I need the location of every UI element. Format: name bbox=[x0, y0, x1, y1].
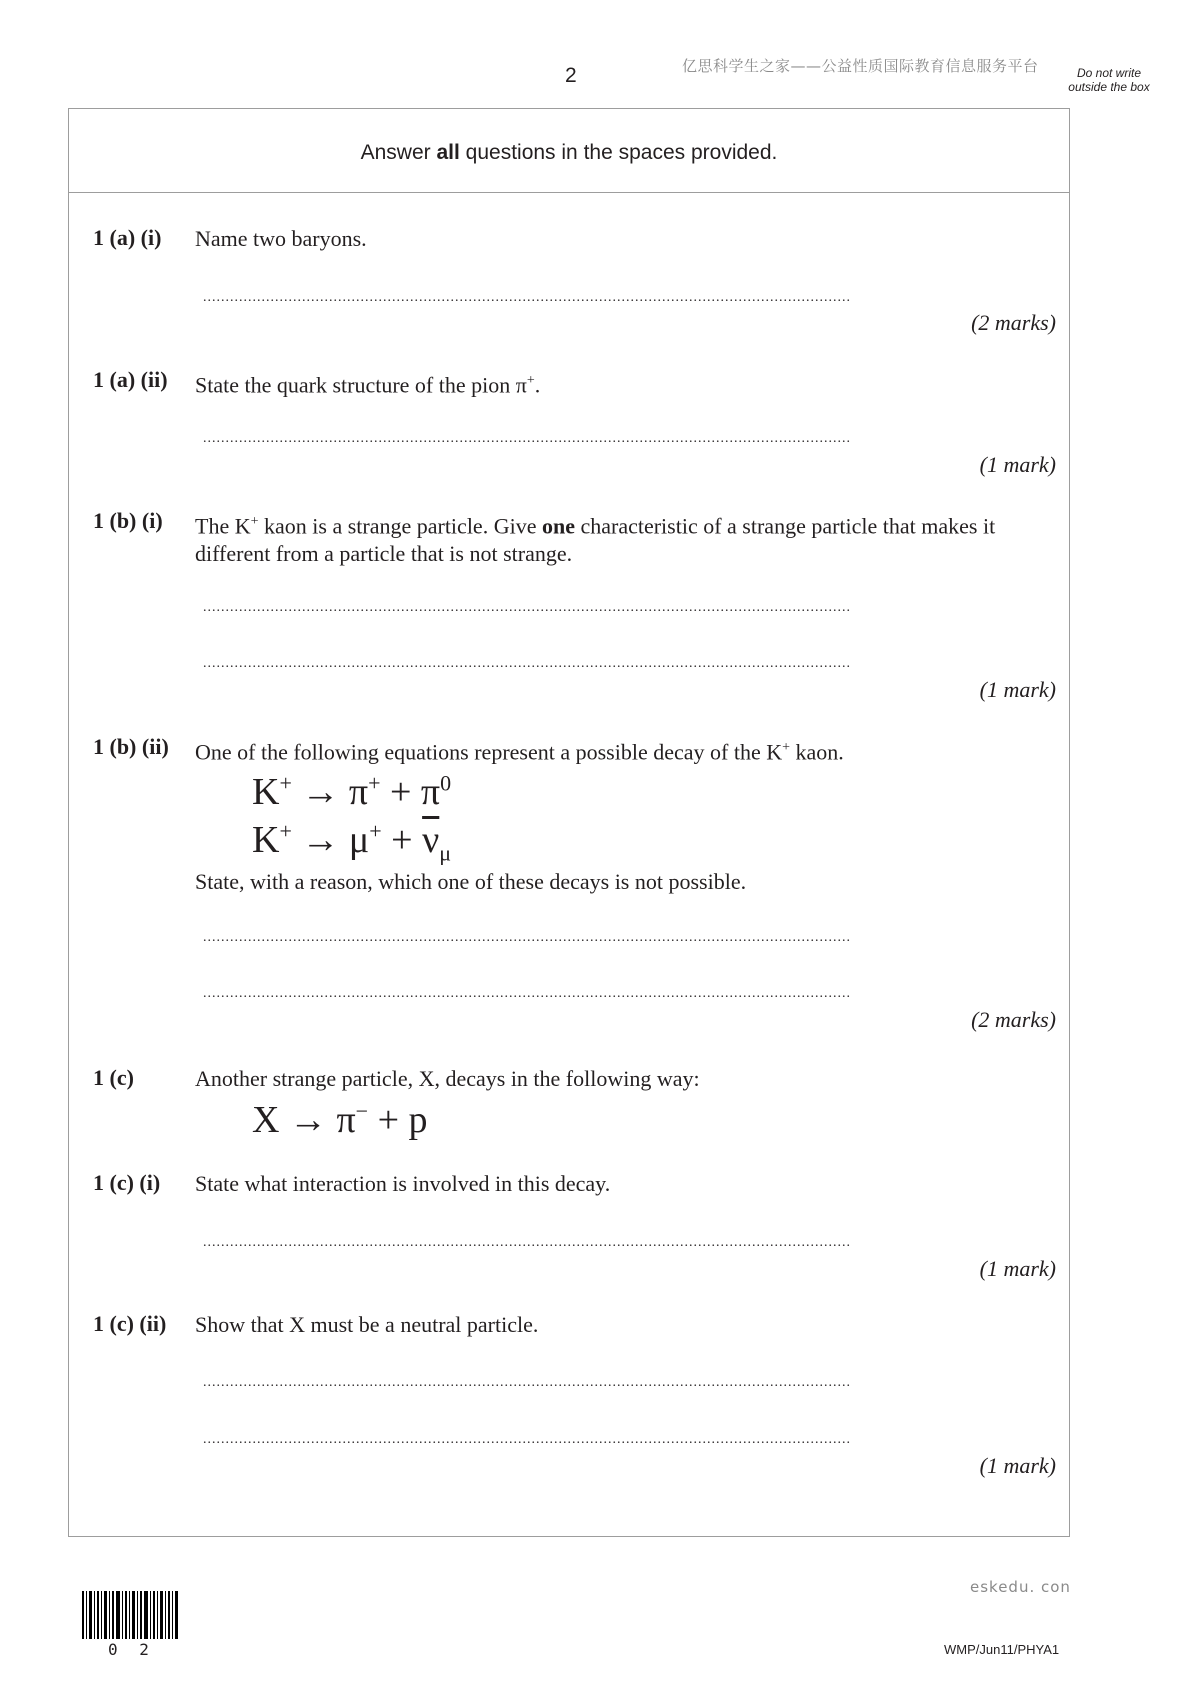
marks-1ci: (1 mark) bbox=[979, 1256, 1056, 1281]
barcode-icon bbox=[82, 1591, 178, 1639]
question-text-1bi: The K+ kaon is a strange particle. Give one characteristic of a strange particle that makes it different from a particle that is not strange. bbox=[195, 513, 996, 567]
marks-1bi: (1 mark) bbox=[979, 677, 1056, 702]
equation-kaon-to-muon: $K^+ \to \mu^+ + \overline{\nu}_\mu$ bbox=[252, 818, 452, 866]
paper-code: WMP/Jun11/PHYA1 bbox=[944, 1642, 1060, 1657]
answer-line[interactable]: ................................................................................................................................................ bbox=[203, 1235, 851, 1249]
marks-1ai: (2 marks) bbox=[971, 310, 1056, 335]
answer-line[interactable]: ................................................................................................................................................ bbox=[203, 930, 851, 944]
marks-1aii: (1 mark) bbox=[979, 452, 1056, 477]
marks-1cii: (1 mark) bbox=[979, 1453, 1056, 1478]
marks-1bii: (2 marks) bbox=[971, 1007, 1056, 1032]
margin-note: Do not write outside the box bbox=[1068, 66, 1150, 94]
question-number-1ci: 1 (c) (i) bbox=[93, 1170, 161, 1195]
equation-x-decay: X → π− + p bbox=[252, 1098, 428, 1141]
question-number-1aii: 1 (a) (ii) bbox=[93, 367, 168, 392]
question-text-1c: Another strange particle, X, decays in the following way: bbox=[195, 1066, 700, 1091]
question-text-1cii: Show that X must be a neutral particle. bbox=[195, 1312, 539, 1337]
header-divider bbox=[68, 192, 1070, 193]
question-number-1ai: 1 (a) (i) bbox=[93, 225, 162, 250]
question-text-1aii: State the quark structure of the pion π+. bbox=[195, 372, 541, 398]
page-number: 2 bbox=[565, 64, 577, 87]
question-number-1cii: 1 (c) (ii) bbox=[93, 1311, 167, 1336]
answer-line[interactable]: ................................................................................................................................................ bbox=[203, 600, 851, 614]
question-text-1bii: One of the following equations represent a possible decay of the K+ kaon. bbox=[195, 739, 844, 765]
question-text-1ci: State what interaction is involved in this decay. bbox=[195, 1171, 611, 1196]
question-number-1bii: 1 (b) (ii) bbox=[93, 734, 169, 759]
question-number-1c: 1 (c) bbox=[93, 1065, 134, 1090]
answer-line[interactable]: ................................................................................................................................................ bbox=[203, 656, 851, 670]
answer-line[interactable]: ................................................................................................................................................ bbox=[203, 1375, 851, 1389]
instruction-text: Answer all questions in the spaces provided. bbox=[360, 141, 778, 164]
barcode-number: 0 2 bbox=[108, 1640, 155, 1659]
watermark-text: 亿思科学生之家——公益性质国际教育信息服务平台 bbox=[682, 57, 1039, 75]
footer-website: eskedu. con bbox=[970, 1578, 1071, 1596]
question-text-1ai: Name two baryons. bbox=[195, 226, 367, 251]
answer-line[interactable]: ................................................................................................................................................ bbox=[203, 290, 851, 304]
answer-line[interactable]: ................................................................................................................................................ bbox=[203, 1432, 851, 1446]
question-followup-1bii: State, with a reason, which one of these decays is not possible. bbox=[195, 869, 747, 894]
equation-kaon-to-pions: $K^+ \to \pi^+ + \pi^0$ bbox=[252, 770, 452, 813]
answer-line[interactable]: ................................................................................................................................................ bbox=[203, 986, 851, 1000]
answer-line[interactable]: ................................................................................................................................................ bbox=[203, 431, 851, 445]
question-number-1bi: 1 (b) (i) bbox=[93, 508, 163, 533]
